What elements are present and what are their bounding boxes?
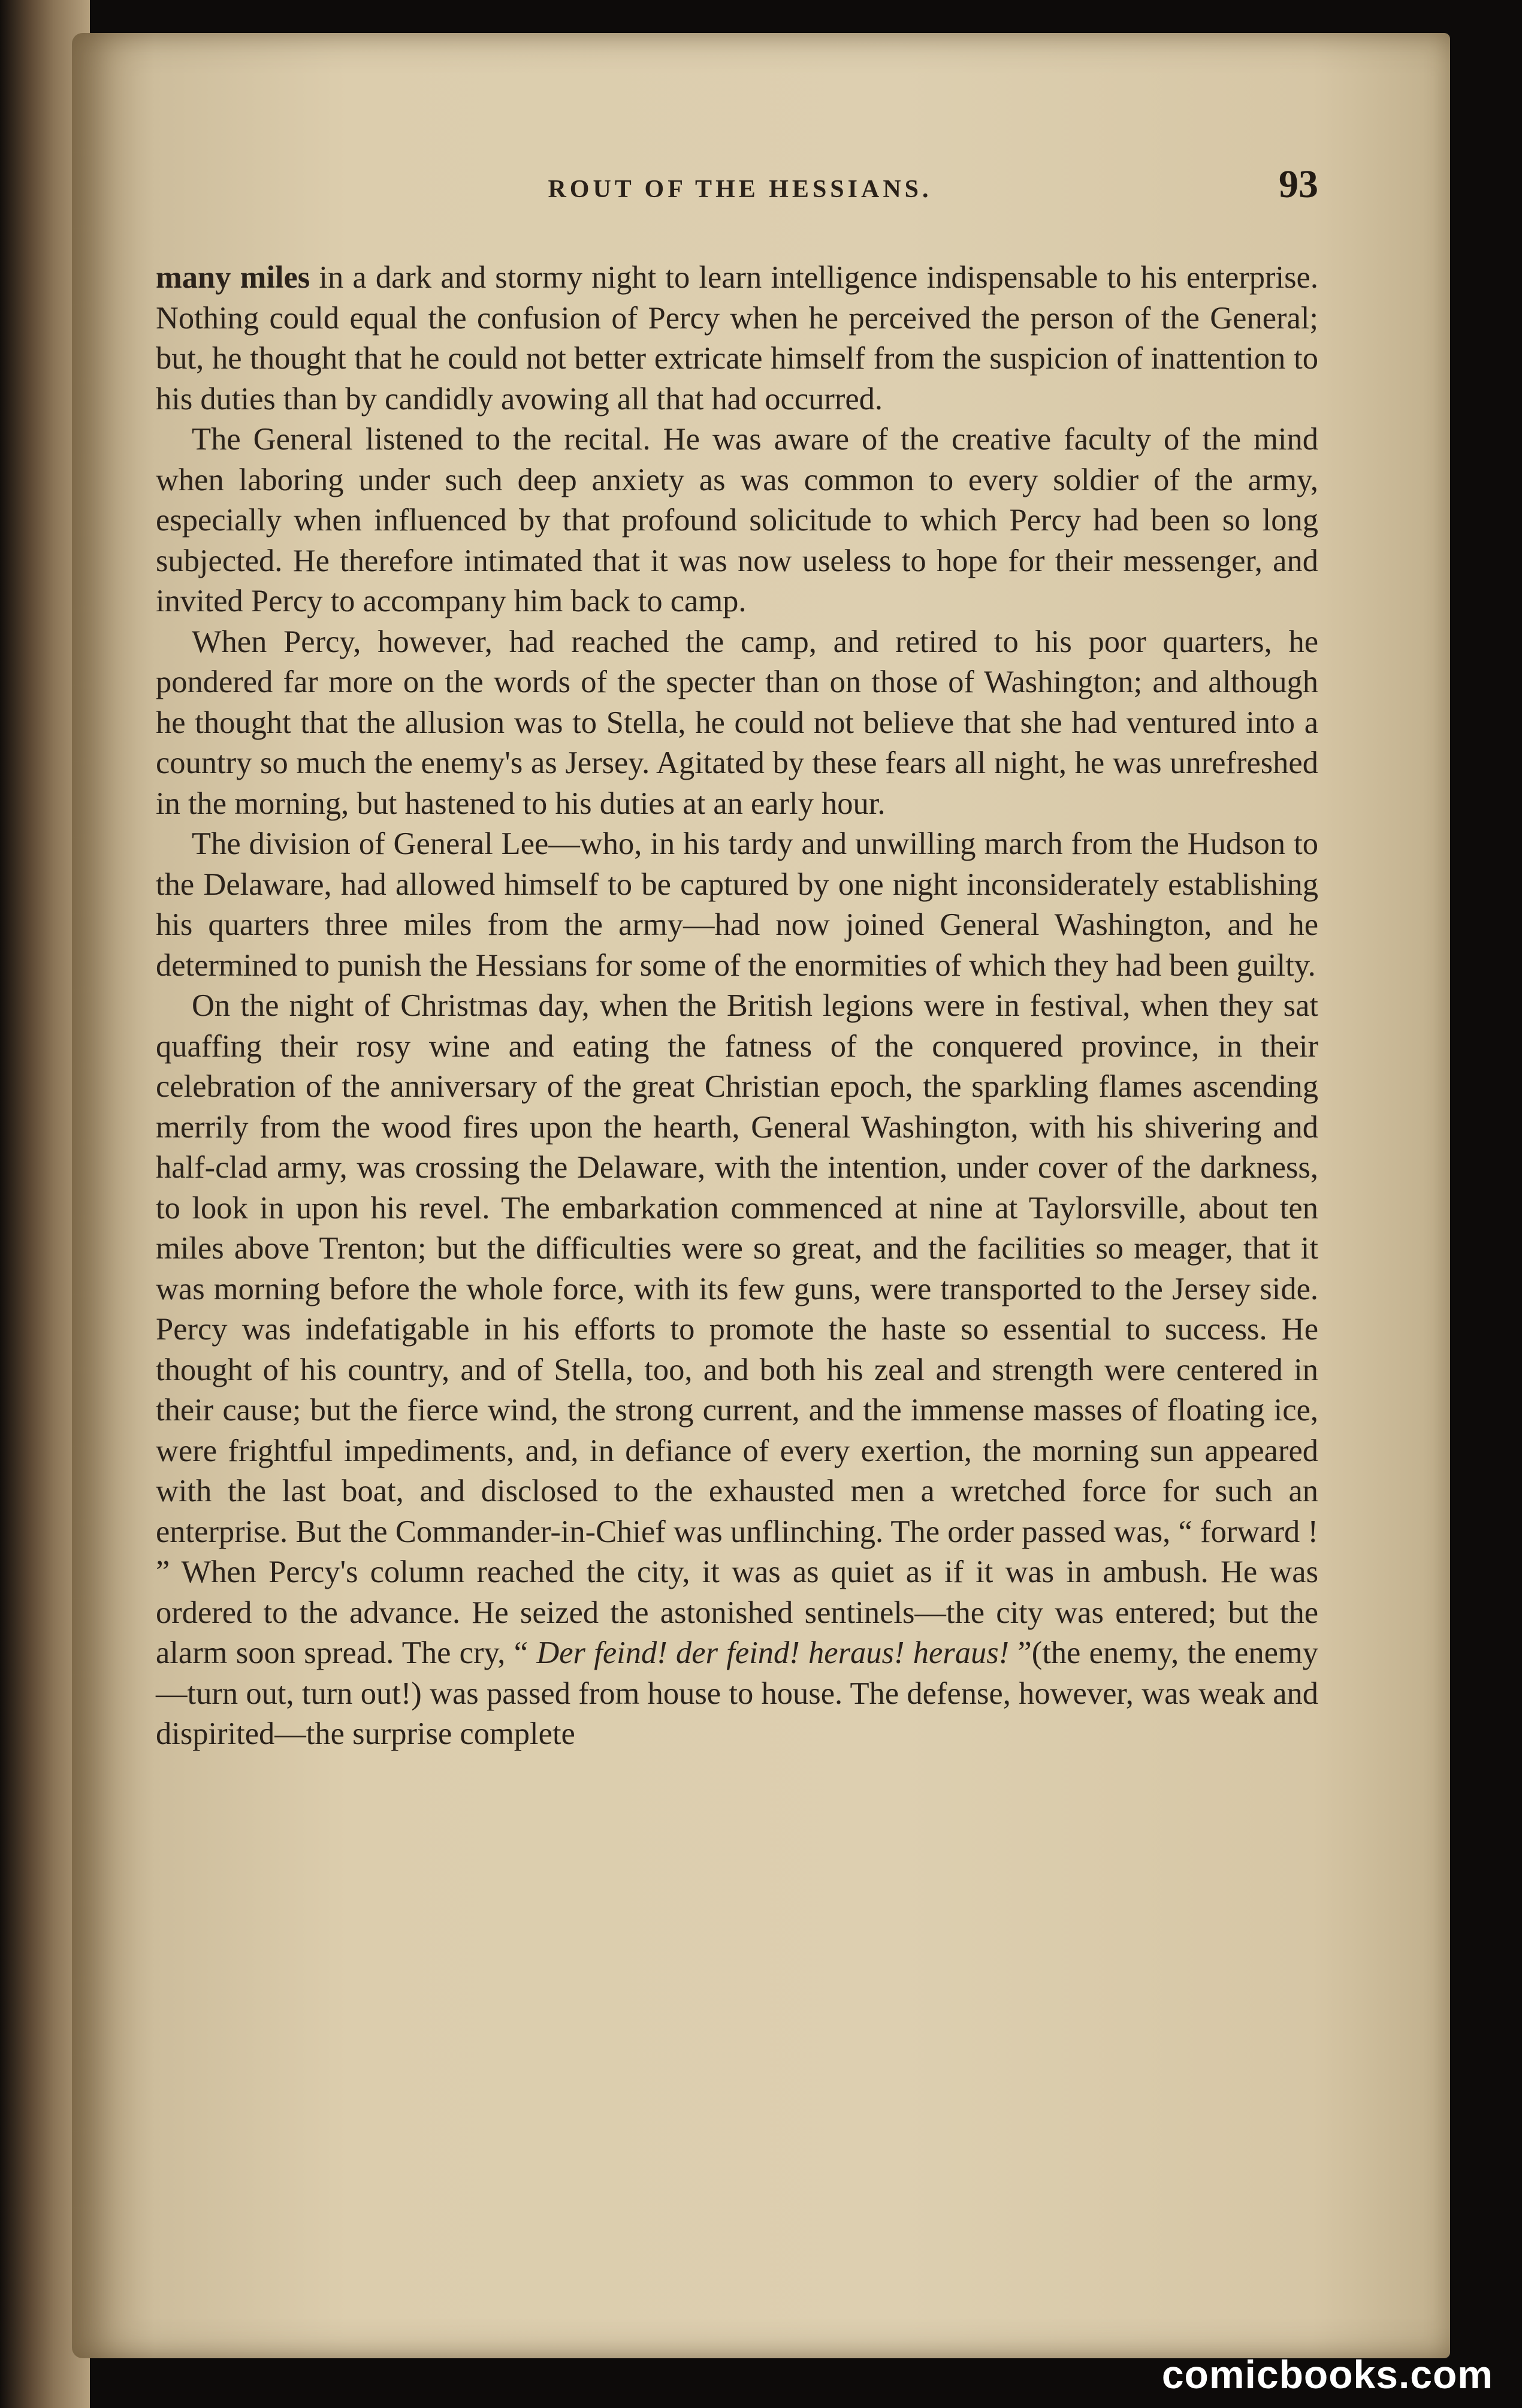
- paragraph-3: When Percy, however, had reached the camp, and retired to his poor quarters, he pondered far more on the words of the specter than on those of Washington; and although he thought that the allusion was to Stella, he could not believe that she had ventured into a country so much the enemy's as Jersey. Agitated by these fears all night, he was unrefreshed in the morning, but hastened to his duties at an early hour.: [156, 624, 1318, 821]
- page-number: 93: [1279, 162, 1318, 206]
- running-title: ROUT OF THE HESSIANS.: [548, 176, 932, 203]
- paragraph-5-text-a: On the night of Christmas day, when the British legions were in festival, when they sat quaffing their rosy wine and eating the fatness of the conquered province, in their celebration of the anniversary of the great Christian epoch, the sparkling flames ascending merrily from the wood fires upon the hearth, General Washington, with his shivering and half-clad army, was crossing the Delaware, with the intention, under cover of the darkness, to look in upon his revel. The embarkation commenced at nine at Taylorsville, about ten miles above Trenton; but the difficulties were so great, and the facilities so meager, that it was morning before the whole force, with its few guns, were transported to the Jersey side. Percy was indefatigable in his efforts to promote the haste so essential to success. He thought of his country, and of Stella, too, and both his zeal and strength were centered in their cause; but the fierce wind, the strong current, and the immense masses of floating ice, were frightful impediments, and, in defiance of every exertion, the morning sun appeared with the last boat, and disclosed to the exhausted men a wretched force for such an enterprise. But the Commander-in-Chief was unflinching. The order passed was, “ forward ! ” When Percy's column reached the city, it was as quiet as if it was in ambush. He was ordered to the advance. He seized the astonished sentinels—the city was entered; but the alarm soon spread. The cry, “: [156, 988, 1318, 1670]
- paragraph-5-german-cry: Der feind! der feind! heraus! heraus!: [536, 1635, 1010, 1670]
- paragraph-5-text-b: ”(the enemy, the enemy—turn out, turn out!) was passed from house to house. The defense, however, was weak and dispirited—the surprise complete: [156, 1635, 1318, 1751]
- running-head: [162, 156, 1318, 210]
- page-body: [156, 258, 1318, 1755]
- paragraph-1-text: in a dark and stormy night to learn intelligence indispensable to his enterprise. Nothing could equal the confusion of Percy when he perceived the person of the General; but, he thought that he could not better extricate himself from the suspicion of inattention to his duties than by candidly avowing all that had occurred.: [156, 260, 1318, 417]
- paragraph-4: The division of General Lee—who, in his tardy and unwilling march from the Hudson to the Delaware, had allowed himself to be captured by one night inconsiderately establishing his quarters three miles from the army—had now joined General Washington, and he determined to punish the Hessians for some of the enormities of which they had been guilty.: [156, 826, 1318, 983]
- watermark: comicbooks.com: [1161, 2352, 1493, 2397]
- paragraph-2: The General listened to the recital. He was aware of the creative faculty of the mind when laboring under such deep anxiety as was common to every soldier of the army, especially when influenced by that profound solicitude to which Percy had been so long subjected. He therefore intimated that it was now useless to hope for their messenger, and invited Percy to accompany him back to camp.: [156, 422, 1318, 618]
- paragraph-1-lead: many miles: [156, 260, 310, 295]
- paragraph-5: [156, 986, 1318, 1755]
- paragraph-1: [156, 258, 1318, 420]
